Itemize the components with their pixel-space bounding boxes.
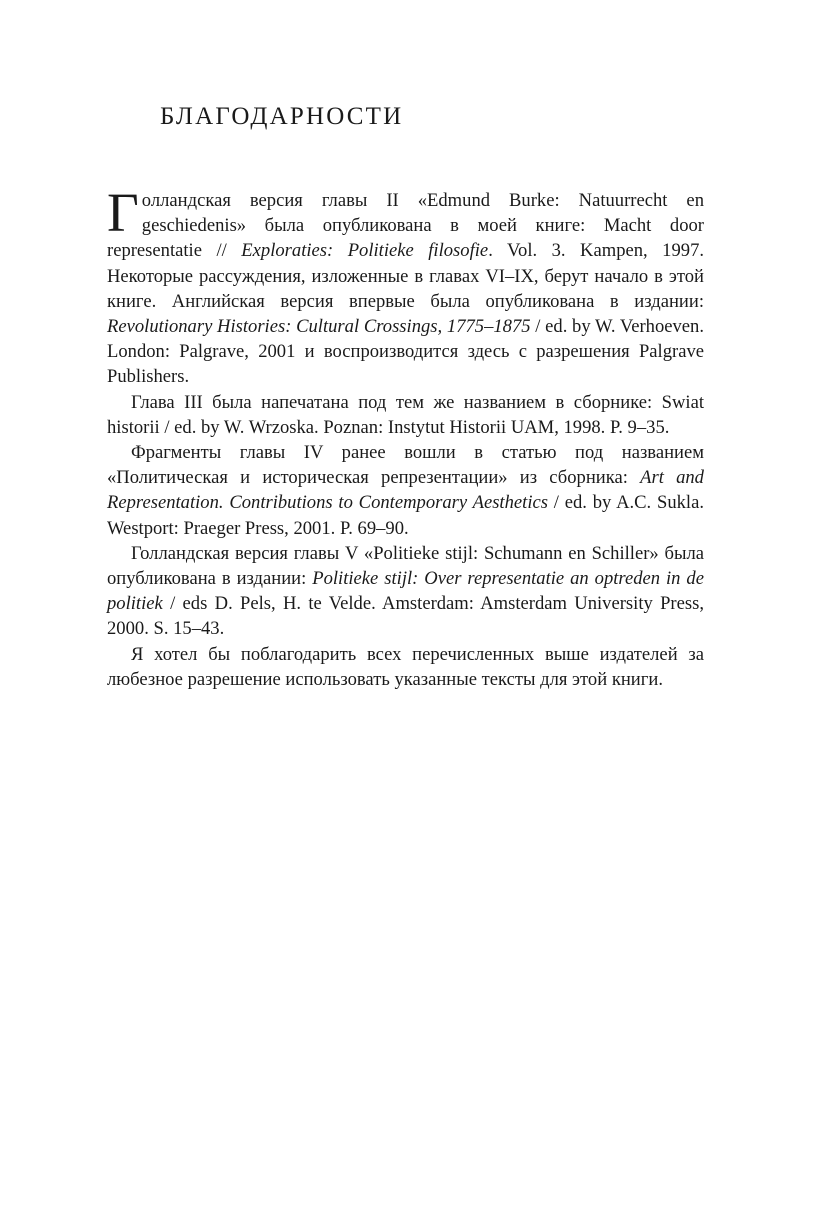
acknowledgements-body bbox=[107, 182, 705, 692]
text-segment: / ed. by W. Verhoeven. London: Palgrave, 2001 и воспроизводится здесь с разрешения Palgrave Publishers. bbox=[107, 316, 705, 388]
paragraph-chapter-5 bbox=[107, 541, 704, 642]
text-segment: Я хотел бы поблагодарить всех перечисленных выше издателей за любезное разрешение использовать указанные тексты для этой книги. bbox=[107, 643, 704, 690]
text-segment: Глава III была напечатана под тем же названием в сборнике: Swiat historii / ed. by W. Wrzoska. Poznan: Instytut Historii UAM, 1998. P. 9–35. bbox=[107, 391, 704, 438]
text-segment: Фрагменты главы IV ранее вошли в статью под названием «Политическая и историческая репрезентации» из сборника: bbox=[107, 442, 704, 489]
paragraph-thanks bbox=[107, 642, 704, 692]
text-segment: олландская версия главы II «Edmund Burke: Natuurrecht en geschiedenis» была опубликована в моей книге: Macht door representatie // bbox=[107, 190, 704, 262]
paragraph-chapter-3 bbox=[107, 390, 704, 440]
paragraph-chapter-4 bbox=[107, 440, 704, 541]
italic-title: Revolutionary Histories: Cultural Crossings, 1775–1875 bbox=[107, 316, 531, 338]
italic-title: Exploraties: Politieke filosofie bbox=[241, 240, 489, 262]
text-segment: Голландская версия главы V «Politieke stijl: Schumann en Schiller» была опубликована в издании: bbox=[107, 542, 704, 590]
text-segment: . Vol. 3. Kampen, 1997. Некоторые рассуждения, изложенные в главах VI–IX, берут начало в этой книге. Английская версия впервые была опубликована в издании: bbox=[107, 240, 705, 312]
drop-cap: Г bbox=[107, 182, 139, 243]
text-segment: / ed. by A.C. Sukla. Westport: Praeger Press, 2001. P. 69–90. bbox=[107, 492, 704, 539]
text-segment: / eds D. Pels, H. te Velde. Amsterdam: Amsterdam University Press, 2000. S. 15–43. bbox=[107, 593, 704, 640]
paragraph-chapter-2 bbox=[107, 182, 705, 390]
italic-title: Politieke stijl: Over representatie an optreden in de politiek bbox=[107, 568, 704, 615]
page-title: БЛАГОДАРНОСТИ bbox=[160, 103, 404, 130]
italic-title: Art and Representation. Contributions to Contemporary Aesthetics bbox=[107, 467, 704, 514]
